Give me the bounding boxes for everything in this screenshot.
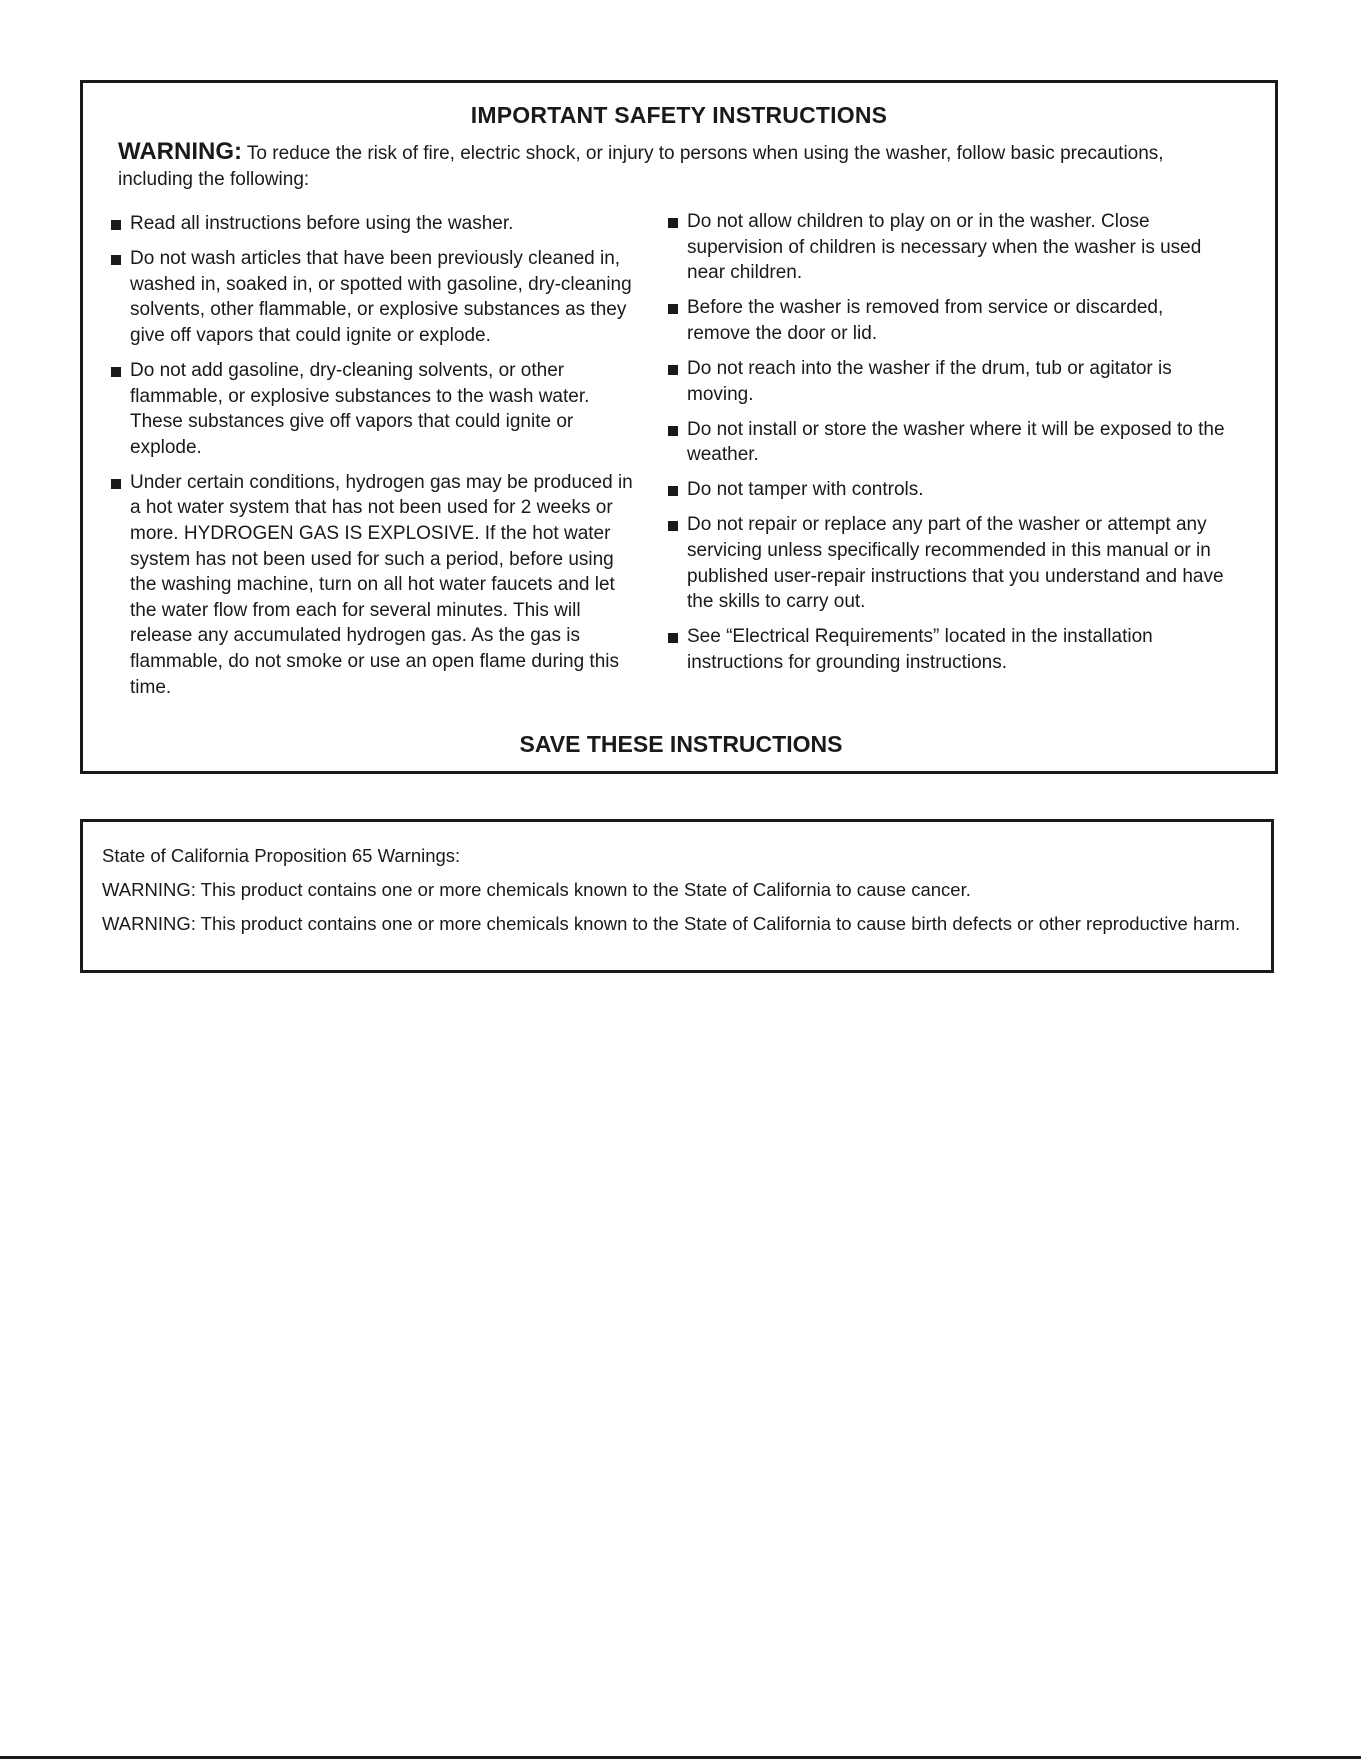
square-bullet-icon: [668, 521, 678, 531]
left-instructions-column: [111, 211, 641, 710]
page-bottom-rule: [0, 1756, 1361, 1759]
prop65-cancer-warning: WARNING: This product contains one or more chemicals known to the State of California to cause cancer.: [102, 879, 971, 900]
warning-intro: [118, 139, 1235, 193]
instruction-text: Do not tamper with controls.: [687, 479, 924, 501]
square-bullet-icon: [668, 365, 678, 375]
list-item: [668, 624, 1228, 675]
safety-title: IMPORTANT SAFETY INSTRUCTIONS: [470, 102, 888, 128]
list-item: [668, 295, 1228, 346]
instruction-text: Do not add gasoline, dry-cleaning solvents, or other flammable, or explosive substances to the wash water. These substances give off vapors that could ignite or explode.: [130, 359, 590, 458]
list-item: [111, 246, 641, 348]
list-item: [668, 356, 1228, 407]
square-bullet-icon: [668, 486, 678, 496]
list-item: [668, 417, 1228, 468]
square-bullet-icon: [111, 220, 121, 230]
list-item: [668, 512, 1228, 614]
instruction-text: Before the washer is removed from service or discarded, remove the door or lid.: [687, 297, 1164, 344]
square-bullet-icon: [111, 479, 121, 489]
square-bullet-icon: [111, 367, 121, 377]
square-bullet-icon: [668, 218, 678, 228]
instruction-text: Do not repair or replace any part of the washer or attempt any servicing unless specifically recommended in this manual or in published user-repair instructions that you understand and have the skills to carry out.: [687, 514, 1224, 613]
square-bullet-icon: [111, 255, 121, 265]
square-bullet-icon: [668, 633, 678, 643]
instruction-text: See “Electrical Requirements” located in the installation instructions for grounding instructions.: [687, 626, 1153, 673]
list-item: [111, 470, 641, 700]
square-bullet-icon: [668, 304, 678, 314]
right-instructions-column: [668, 209, 1228, 685]
safety-instructions-box: [80, 80, 1278, 774]
instruction-text: Do not install or store the washer where it will be exposed to the weather.: [687, 418, 1225, 466]
instruction-text: Do not reach into the washer if the drum, tub or agitator is moving.: [687, 357, 1172, 405]
list-item: [111, 211, 641, 237]
instruction-text: Do not allow children to play on or in the washer. Close supervision of children is necessary when the washer is used near children.: [687, 211, 1202, 284]
list-item: [668, 209, 1228, 286]
instruction-text: Under certain conditions, hydrogen gas may be produced in a hot water system that has not been used for 2 weeks or more. HYDROGEN GAS IS EXPLOSIVE. If the hot water system has not been used for such a period, before using the washing machine, turn on all hot water faucets and let the water flow from each for several minutes. This will release any accumulated hydrogen gas. As the gas is flammable, do not smoke or use an open flame during this time.: [130, 471, 633, 698]
square-bullet-icon: [668, 426, 678, 436]
warning-text: To reduce the risk of fire, electric shock, or injury to persons when using the washer, follow basic precautions, including the following:: [118, 143, 1164, 190]
warning-label: WARNING:: [118, 138, 242, 165]
prop65-birth-defects-warning: WARNING: This product contains one or more chemicals known to the State of California to cause birth defects or other reproductive harm.: [102, 913, 1241, 934]
instruction-text: Read all instructions before using the washer.: [130, 213, 514, 234]
list-item: [111, 358, 641, 460]
prop65-heading: State of California Proposition 65 Warnings:: [102, 845, 461, 866]
list-item: [668, 477, 1228, 503]
instruction-text: Do not wash articles that have been previously cleaned in, washed in, soaked in, or spotted with gasoline, dry-cleaning solvents, other flammable, or explosive substances as they give off vapors that could ignite or explode.: [130, 248, 632, 346]
save-instructions-title: SAVE THESE INSTRUCTIONS: [519, 731, 843, 757]
prop65-warning-box: [80, 819, 1274, 973]
